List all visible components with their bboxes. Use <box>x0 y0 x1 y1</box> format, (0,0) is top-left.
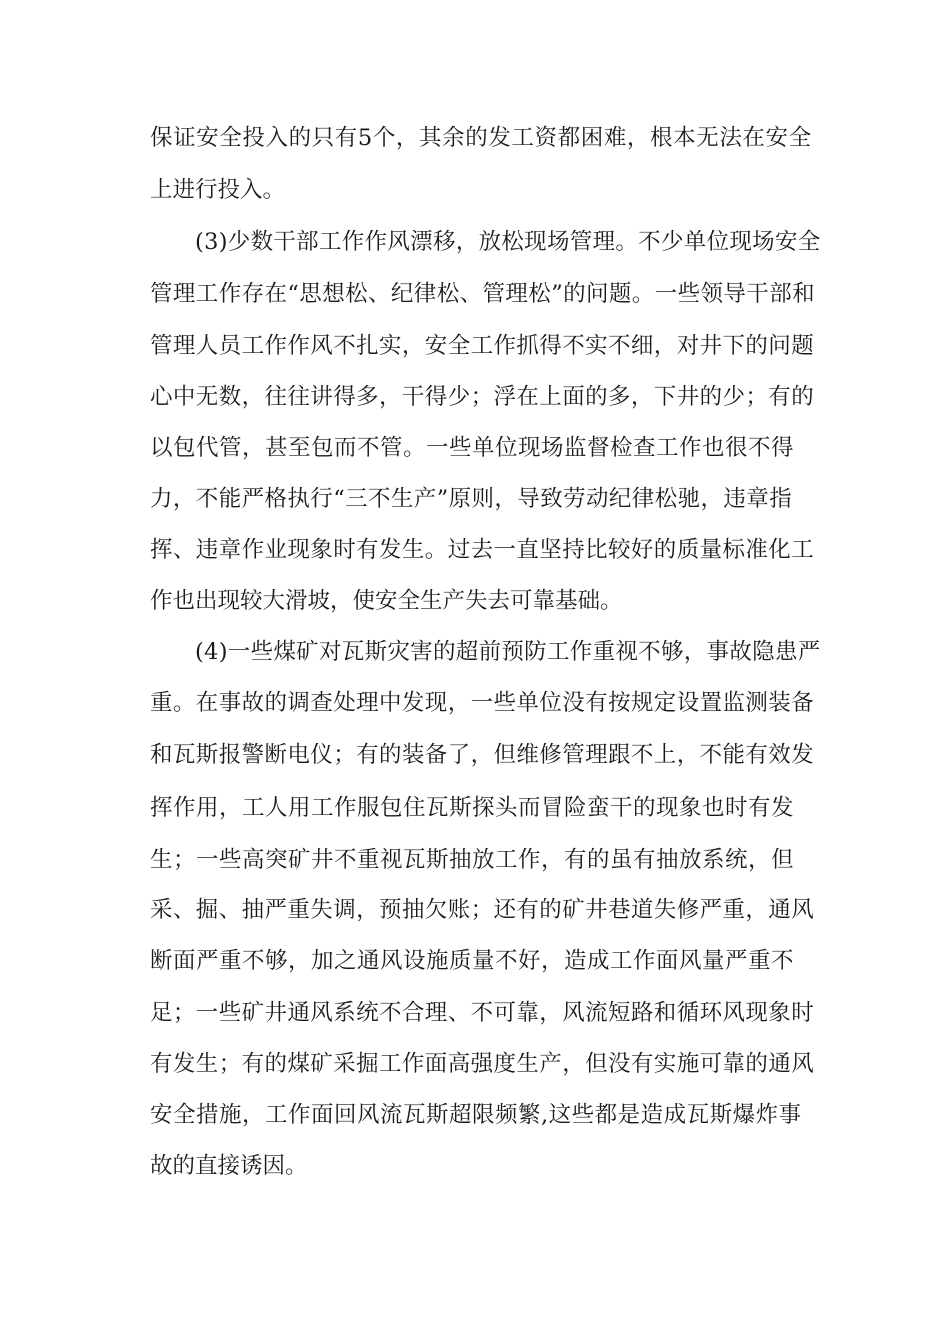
text-line: 心中无数，往往讲得多，干得少；浮在上面的多，下井的少；有的 <box>150 384 815 410</box>
text-line: 故的直接诱因。 <box>150 1153 308 1179</box>
text-line: 力，不能严格执行“三不生产”原则，导致劳动纪律松驰，违章指 <box>150 486 793 512</box>
text-line: 断面严重不够，加之通风设施质量不好，造成工作面风量严重不 <box>150 948 795 974</box>
text-line: 安全措施，工作面回风流瓦斯超限频繁,这些都是造成瓦斯爆炸事 <box>150 1102 802 1128</box>
paragraph-3-first-line: (3)少数干部工作作风漂移，放松现场管理。不少单位现场安全 <box>195 229 821 255</box>
text-line: 上进行投入。 <box>150 177 286 203</box>
text-line: 有发生；有的煤矿采掘工作面高强度生产，但没有实施可靠的通风 <box>150 1051 815 1077</box>
text-line: 作也出现较大滑坡，使安全生产失去可靠基础。 <box>150 588 623 614</box>
text-line: 和瓦斯报警断电仪；有的装备了，但维修管理跟不上，不能有效发 <box>150 742 815 768</box>
text-line: 重。在事故的调查处理中发现，一些单位没有按规定设置监测装备 <box>150 690 815 716</box>
text-line: 足；一些矿井通风系统不合理、不可靠，风流短路和循环风现象时 <box>150 1000 815 1026</box>
text-line: 以包代管，甚至包而不管。一些单位现场监督检查工作也很不得 <box>150 435 795 461</box>
text-line: 管理工作存在“思想松、纪律松、管理松”的问题。一些领导干部和 <box>150 281 816 307</box>
text-line: 挥作用，工人用工作服包住瓦斯探头而冒险蛮干的现象也时有发 <box>150 795 795 821</box>
text-line: 管理人员工作作风不扎实，安全工作抓得不实不细，对井下的问题 <box>150 333 815 359</box>
text-line: 保证安全投入的只有5个，其余的发工资都困难，根本无法在安全 <box>150 125 812 151</box>
paragraph-4-first-line: (4)一些煤矿对瓦斯灾害的超前预防工作重视不够，事故隐患严 <box>195 639 821 665</box>
text-line: 采、掘、抽严重失调，预抽欠账；还有的矿井巷道失修严重，通风 <box>150 897 815 923</box>
text-line: 挥、违章作业现象时有发生。过去一直坚持比较好的质量标准化工 <box>150 537 815 563</box>
text-line: 生；一些高突矿井不重视瓦斯抽放工作，有的虽有抽放系统，但 <box>150 847 795 873</box>
